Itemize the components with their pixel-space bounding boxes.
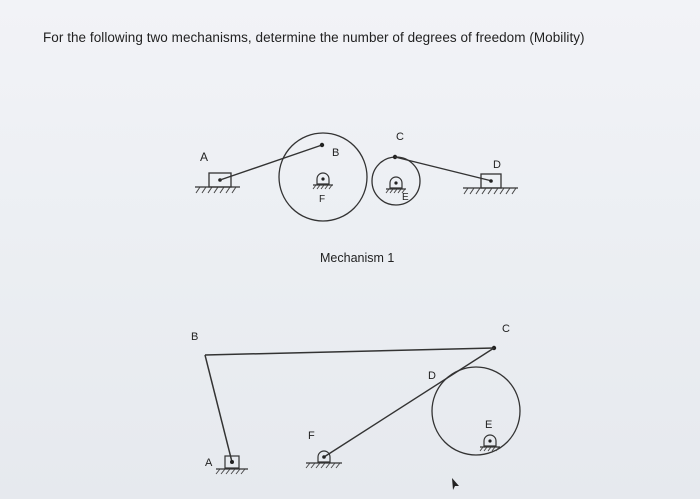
cursor-icon xyxy=(452,478,459,490)
ground-a-m1 xyxy=(195,187,240,193)
pivot-e-m1 xyxy=(386,177,406,193)
label-e-m1: E xyxy=(402,192,409,203)
wheel-e-m1 xyxy=(372,157,420,205)
label-e-m2: E xyxy=(485,419,493,431)
pivot-f-m2 xyxy=(306,451,342,468)
question-text: For the following two mechanisms, determine the number of degrees of freedom (Mobility) xyxy=(43,30,585,45)
link-cd-m1 xyxy=(395,157,492,181)
joint-b-m1 xyxy=(320,143,324,147)
label-c-m1: C xyxy=(396,131,404,143)
label-b-m1: B xyxy=(332,147,340,159)
label-d-m2: D xyxy=(428,370,436,382)
label-c-m2: C xyxy=(502,323,510,335)
link-fc-m2 xyxy=(324,348,494,457)
label-b-m2: B xyxy=(191,331,199,343)
label-d-m1: D xyxy=(493,159,501,171)
joint-d-m1 xyxy=(489,179,493,183)
mechanism-2 xyxy=(191,323,520,474)
link-ab-m2 xyxy=(205,355,232,462)
label-a-m2: A xyxy=(205,457,213,469)
wheel-e-m2 xyxy=(432,367,520,455)
mechanism-1 xyxy=(195,131,518,265)
link-bc-m2 xyxy=(205,348,494,355)
pivot-e-m2 xyxy=(480,435,500,451)
label-f-m1: F xyxy=(319,194,326,205)
ground-d-m1 xyxy=(463,188,518,194)
link-ab-m1 xyxy=(220,145,322,180)
mechanism-1-caption: Mechanism 1 xyxy=(320,251,395,265)
label-a-m1: A xyxy=(200,150,209,164)
pivot-f-m1 xyxy=(313,173,333,189)
pivot-a-m2 xyxy=(216,456,248,474)
label-f-m2: F xyxy=(308,430,315,442)
